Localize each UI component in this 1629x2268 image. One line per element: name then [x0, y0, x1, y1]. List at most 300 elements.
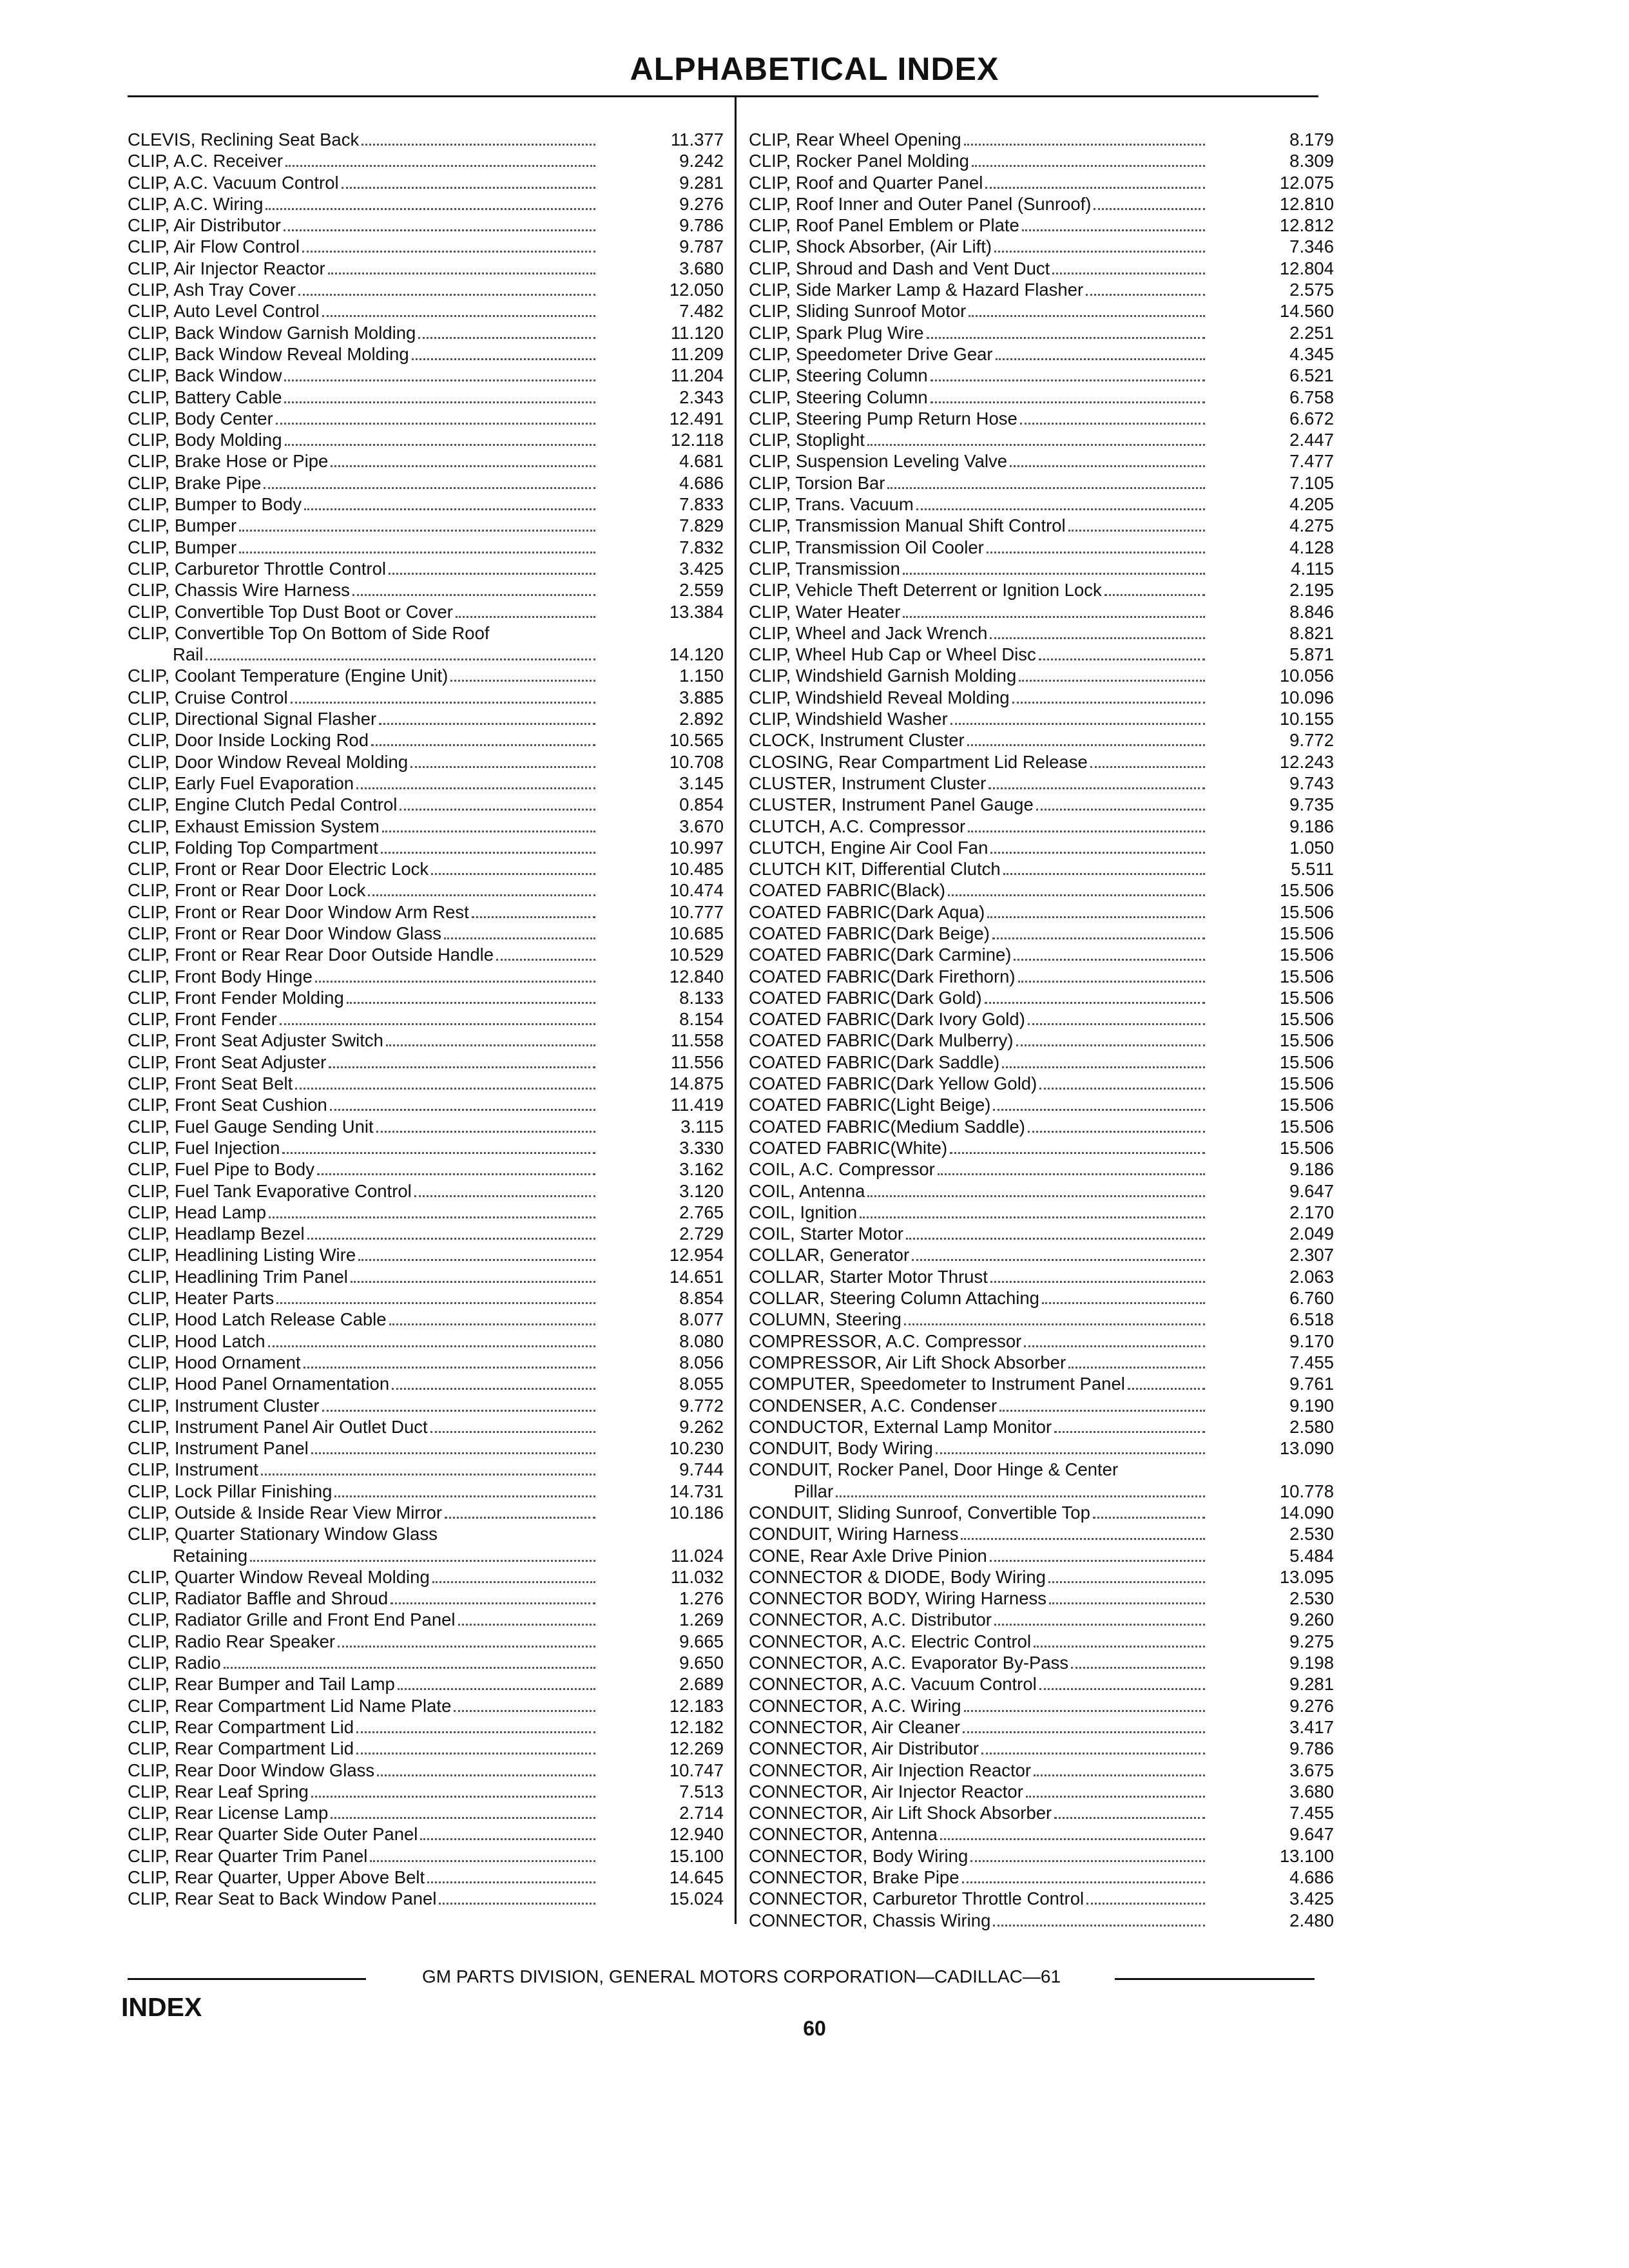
index-entry	[749, 1459, 1334, 1480]
index-entry-label	[749, 1823, 1208, 1845]
index-entry-reference: 12.804	[1279, 258, 1334, 278]
section-label: INDEX	[121, 1992, 202, 2022]
index-entry	[749, 515, 1334, 536]
index-entry-text: CONDUIT, Body Wiring	[749, 1438, 933, 1459]
dot-leader	[377, 1774, 595, 1776]
index-entry-label	[749, 1437, 1208, 1459]
index-entry-reference: 11.419	[670, 1095, 724, 1115]
index-entry-reference: 4.686	[679, 472, 724, 493]
index-entry-text: CLIP, Ash Tray Cover	[128, 280, 296, 300]
index-entry-reference: 9.786	[1289, 1738, 1334, 1759]
index-entry	[128, 1244, 724, 1265]
index-entry-reference: 10.155	[1279, 709, 1334, 729]
index-entry	[749, 1416, 1334, 1437]
index-entry-reference: 3.675	[1289, 1760, 1334, 1780]
index-entry-reference: 7.455	[1289, 1803, 1334, 1823]
index-entry-text: COIL, Ignition	[749, 1202, 858, 1222]
index-entry-text: COLLAR, Starter Motor Thrust	[749, 1266, 988, 1287]
dot-leader	[936, 1452, 1205, 1454]
index-entry-reference: 9.772	[1289, 730, 1334, 751]
index-entry-text: CLIP, Body Molding	[128, 430, 282, 450]
index-entry	[749, 879, 1334, 901]
index-entry-text: CLIP, Hood Latch	[128, 1331, 265, 1351]
index-entry	[128, 365, 724, 386]
dot-leader	[295, 1088, 595, 1090]
index-entry-text: CONNECTOR, Body Wiring	[749, 1845, 969, 1866]
index-entry	[128, 472, 724, 494]
index-entry-text: CLIP, Convertible Top Dust Boot or Cover	[128, 601, 453, 622]
index-entry	[749, 1244, 1334, 1265]
index-entry	[749, 1502, 1334, 1523]
index-entry-label	[749, 429, 1208, 450]
dot-leader	[950, 1152, 1205, 1154]
dot-leader	[420, 1838, 595, 1840]
index-entry-text: CLIP, Carburetor Throttle Control	[128, 558, 386, 579]
index-entry-reference: 11.377	[670, 130, 724, 149]
index-entry-text: CLIP, Steering Column	[749, 365, 928, 386]
index-entry	[749, 622, 1334, 644]
index-entry-label	[749, 1673, 1208, 1695]
dot-leader	[969, 315, 1205, 317]
index-entry-label	[128, 1609, 598, 1630]
index-entry-reference: 3.680	[1289, 1781, 1334, 1802]
dot-leader	[912, 1259, 1205, 1261]
index-entry	[128, 837, 724, 858]
index-entry	[749, 944, 1334, 965]
dot-leader	[389, 1323, 595, 1325]
index-entry-reference: 4.686	[1289, 1867, 1334, 1888]
dot-leader	[903, 573, 1205, 575]
index-entry-text: CLUTCH KIT, Differential Clutch	[749, 859, 1001, 879]
index-entry-label	[749, 387, 1208, 408]
index-entry-text: COATED FABRIC(Dark Mulberry)	[749, 1030, 1014, 1051]
index-entry-text: CLIP, Transmission Manual Shift Control	[749, 515, 1066, 536]
index-entry-label	[128, 1416, 598, 1437]
index-entry-label	[749, 923, 1208, 944]
index-entry-text: CLIP, Bumper to Body	[128, 494, 302, 515]
index-entry-reference: 14.090	[1279, 1503, 1334, 1523]
index-entry-text: CLIP, Convertible Top On Bottom of Side Roof	[128, 622, 490, 643]
dot-leader	[987, 916, 1205, 918]
index-entry-text: CLIP, Quarter Stationary Window Glass	[128, 1524, 438, 1544]
index-entry	[749, 1158, 1334, 1180]
dot-leader	[444, 937, 595, 939]
dot-leader	[999, 1410, 1205, 1412]
index-entry-reference: 9.647	[1289, 1180, 1334, 1201]
index-entry-label	[128, 1266, 598, 1287]
index-entry-text: CLIP, Fuel Gauge Sending Unit	[128, 1116, 374, 1137]
index-entry-label	[749, 708, 1208, 729]
index-entry-label	[128, 494, 598, 515]
dot-leader	[1049, 1602, 1205, 1604]
index-entry-reference: 1.269	[679, 1610, 724, 1630]
index-entry-reference: 2.343	[679, 387, 724, 407]
index-entry-text: CONNECTOR, A.C. Evaporator By-Pass	[749, 1653, 1069, 1673]
column-divider	[735, 97, 737, 1924]
index-entry-label	[749, 773, 1208, 794]
index-entry-text: CLIP, Shroud and Dash and Vent Duct	[749, 258, 1050, 278]
index-entry-label	[749, 622, 1208, 644]
index-entry-reference: 9.281	[1289, 1674, 1334, 1695]
index-entry	[128, 193, 724, 215]
index-entry	[128, 644, 724, 665]
index-entry	[749, 300, 1334, 322]
index-entry-reference: 2.049	[1289, 1224, 1334, 1244]
index-entry-label	[749, 1223, 1208, 1244]
index-entry-reference: 15.506	[1279, 1095, 1334, 1115]
dot-leader	[1128, 1388, 1205, 1390]
dot-leader	[370, 1860, 595, 1862]
index-entry	[128, 1008, 724, 1030]
footer-rule-left	[128, 1978, 366, 1980]
index-entry	[749, 773, 1334, 794]
index-entry-text: CLIP, Chassis Wire Harness	[128, 580, 350, 601]
index-entry-reference: 15.506	[1279, 1052, 1334, 1072]
dot-leader	[392, 1388, 595, 1390]
index-entry	[749, 450, 1334, 472]
index-entry-label	[128, 279, 598, 300]
index-entry-label	[128, 837, 598, 858]
index-entry	[749, 429, 1334, 450]
index-entry-label	[128, 1395, 598, 1416]
index-entry-reference: 3.670	[679, 816, 724, 836]
dot-leader	[1048, 1581, 1205, 1583]
index-entry	[749, 1738, 1334, 1759]
index-entry	[749, 1673, 1334, 1695]
index-entry-label	[128, 601, 598, 622]
dot-leader	[338, 1646, 595, 1648]
index-entry-reference: 12.812	[1279, 215, 1334, 236]
index-entry-label	[128, 1287, 598, 1309]
index-entry	[128, 1802, 724, 1823]
index-entry-text: CLIP, Back Window Reveal Molding	[128, 343, 409, 364]
index-entry-text: CLIP, Speedometer Drive Gear	[749, 343, 993, 364]
index-entry-reference: 2.063	[1289, 1266, 1334, 1287]
index-entry-reference: 15.100	[669, 1845, 724, 1866]
index-entry-label	[128, 708, 598, 729]
index-entry-text: CLUSTER, Instrument Cluster	[749, 773, 987, 793]
dot-leader	[1034, 1774, 1205, 1776]
index-entry-label	[128, 1888, 598, 1909]
index-entry	[128, 1760, 724, 1781]
index-entry-label	[749, 879, 1208, 901]
index-entry-text: CLIP, Lock Pillar Finishing	[128, 1481, 333, 1501]
dot-leader	[458, 1624, 595, 1626]
dot-leader	[1039, 658, 1205, 660]
index-entry	[128, 1030, 724, 1051]
index-entry-text: CLIP, Radiator Grille and Front End Panel	[128, 1610, 456, 1630]
dot-leader	[990, 1281, 1205, 1283]
index-entry-reference: 15.506	[1279, 1073, 1334, 1094]
dot-leader	[1022, 229, 1205, 231]
index-entry-text: CLIP, Battery Cable	[128, 387, 282, 407]
index-entry-reference: 9.276	[1289, 1695, 1334, 1716]
index-entry-reference: 2.559	[679, 580, 724, 601]
index-entry-reference: 11.024	[670, 1545, 724, 1566]
dot-leader	[330, 1109, 595, 1111]
index-entry-reference: 7.455	[1289, 1352, 1334, 1372]
index-entry	[749, 387, 1334, 408]
index-entry-label	[749, 1158, 1208, 1180]
index-entry-reference: 15.506	[1279, 987, 1334, 1008]
dot-leader	[331, 1817, 595, 1819]
index-entry-reference: 8.154	[679, 1009, 724, 1030]
dot-leader	[1094, 208, 1205, 210]
dot-leader	[284, 380, 595, 381]
dot-leader	[992, 937, 1205, 939]
index-entry-label	[749, 322, 1208, 343]
index-entry-label	[749, 1845, 1208, 1867]
index-entry	[128, 150, 724, 171]
index-entry-label	[749, 1695, 1208, 1716]
index-entry-label	[128, 193, 598, 215]
index-entry-label	[749, 1652, 1208, 1673]
index-entry-label	[749, 172, 1208, 193]
index-entry-label	[128, 1073, 598, 1094]
index-entry-label	[128, 622, 598, 644]
index-entry-text: CLUTCH, Engine Air Cool Fan	[749, 837, 988, 858]
index-entry-label	[128, 966, 598, 987]
index-entry-text: COATED FABRIC(Black)	[749, 880, 946, 901]
dot-leader	[311, 1452, 595, 1454]
index-entry-text: CLIP, A.C. Wiring	[128, 193, 264, 214]
dot-leader	[963, 1731, 1205, 1733]
index-entry-label	[749, 515, 1208, 536]
index-entry-label	[128, 343, 598, 365]
index-entry-text: COATED FABRIC(Dark Beige)	[749, 923, 990, 943]
index-entry-reference: 15.506	[1279, 923, 1334, 943]
dot-leader	[903, 616, 1205, 618]
index-entry-text: CLIP, Rocker Panel Molding	[749, 151, 969, 171]
index-entry-text: CLIP, Rear Leaf Spring	[128, 1781, 309, 1802]
dot-leader	[930, 380, 1205, 381]
index-entry-reference: 7.829	[679, 515, 724, 536]
index-entry-text: COIL, Starter Motor	[749, 1224, 903, 1244]
dot-leader	[961, 1538, 1205, 1540]
index-entry-reference: 12.491	[669, 408, 724, 428]
index-entry-label	[128, 1052, 598, 1073]
index-entry	[749, 966, 1334, 987]
index-entry-reference: 11.120	[670, 322, 724, 343]
index-entry-label	[128, 1180, 598, 1202]
index-entry-text: COATED FABRIC(Medium Saddle)	[749, 1116, 1025, 1137]
index-entry-text: CLIP, Windshield Garnish Molding	[749, 666, 1017, 686]
index-entry-reference: 9.262	[679, 1416, 724, 1437]
index-entry-text: CLIP, Cruise Control	[128, 687, 288, 707]
index-entry-label	[128, 537, 598, 558]
index-entry-text: COLLAR, Steering Column Attaching	[749, 1288, 1039, 1309]
index-entry-reference: 9.744	[679, 1459, 724, 1480]
index-entry-label	[749, 579, 1208, 601]
index-entry-text: COATED FABRIC(Dark Firethorn)	[749, 966, 1016, 986]
index-entry-text: CLIP, Body Center	[128, 408, 273, 428]
index-entry	[128, 258, 724, 279]
dot-leader	[329, 1066, 595, 1068]
dot-leader	[379, 723, 595, 725]
index-entry-reference: 8.309	[1289, 151, 1334, 171]
dot-leader	[298, 294, 595, 296]
index-entry-text: CLIP, Front or Rear Door Window Glass	[128, 923, 442, 943]
index-entry-label	[749, 1566, 1208, 1588]
dot-leader	[261, 1474, 595, 1475]
index-entry-text: CLUSTER, Instrument Panel Gauge	[749, 794, 1034, 815]
index-entry-reference: 6.760	[1289, 1288, 1334, 1309]
index-entry-text: CLOCK, Instrument Cluster	[749, 730, 965, 751]
index-entry-text: CLIP, Instrument Panel Air Outlet Duct	[128, 1416, 428, 1437]
dot-leader	[1012, 702, 1205, 704]
dot-leader	[1068, 1367, 1205, 1369]
index-entry-text: CONNECTOR, Antenna	[749, 1824, 938, 1845]
index-entry-reference: 3.162	[679, 1159, 724, 1180]
index-entry	[128, 1823, 724, 1845]
index-entry	[128, 1094, 724, 1115]
index-entry	[128, 1373, 724, 1394]
index-entry-text: CONDUIT, Wiring Harness	[749, 1524, 959, 1544]
dot-leader	[456, 616, 595, 618]
index-entry-text: CLIP, Exhaust Emission System	[128, 816, 380, 836]
index-entry-text: COATED FABRIC(Dark Yellow Gold)	[749, 1073, 1037, 1094]
index-entry-reference: 10.529	[669, 945, 724, 965]
index-entry-label	[128, 1244, 598, 1265]
index-entry-reference: 9.772	[679, 1395, 724, 1416]
index-entry-text: COLUMN, Steering	[749, 1309, 901, 1330]
index-entry	[128, 879, 724, 901]
index-entry-label	[749, 1802, 1208, 1823]
index-entry-reference: 9.198	[1289, 1653, 1334, 1673]
index-entry-text: CLIP, Fuel Tank Evaporative Control	[128, 1180, 412, 1201]
index-entry-label	[128, 1309, 598, 1330]
index-entry-text: CLIP, Door Window Reveal Molding	[128, 751, 409, 772]
index-entry	[749, 837, 1334, 858]
dot-leader	[990, 637, 1205, 639]
index-entry	[128, 387, 724, 408]
dot-leader	[1068, 530, 1205, 532]
index-entry-label	[749, 1481, 1208, 1502]
index-entry-text: COMPRESSOR, Air Lift Shock Absorber	[749, 1352, 1066, 1372]
index-entry	[128, 1481, 724, 1502]
index-entry-reference: 12.182	[669, 1716, 724, 1737]
index-entry-reference: 12.269	[669, 1738, 724, 1759]
dot-leader	[269, 1216, 595, 1218]
index-entry-text: COMPRESSOR, A.C. Compressor	[749, 1331, 1022, 1351]
index-entry	[128, 816, 724, 837]
index-entry-label	[128, 1545, 598, 1566]
index-entry-reference: 8.056	[679, 1352, 724, 1372]
index-entry-text: COATED FABRIC(Dark Ivory Gold)	[749, 1009, 1025, 1030]
index-entry-text: CLIP, Door Inside Locking Rod	[128, 730, 369, 751]
dot-leader	[454, 1710, 595, 1712]
index-entry-text: CLIP, Radio	[128, 1653, 221, 1673]
index-entry-label	[128, 322, 598, 343]
index-entry	[749, 1545, 1334, 1566]
index-entry	[128, 343, 724, 365]
index-entry-reference: 3.145	[679, 773, 724, 793]
dot-leader	[276, 1302, 595, 1304]
index-entry-label	[749, 858, 1208, 879]
dot-leader	[371, 744, 595, 746]
dot-leader	[962, 1881, 1205, 1883]
index-entry	[749, 1716, 1334, 1738]
index-entry-reference: 2.580	[1289, 1416, 1334, 1437]
index-entry-label	[749, 1716, 1208, 1738]
index-entry	[128, 601, 724, 622]
index-entry	[128, 622, 724, 644]
index-entry-label	[749, 794, 1208, 815]
dot-leader	[1093, 1517, 1205, 1519]
index-entry-label	[749, 258, 1208, 279]
index-entry	[128, 1609, 724, 1630]
index-entry	[749, 1652, 1334, 1673]
index-entry	[128, 429, 724, 450]
index-entry-label	[749, 408, 1208, 429]
index-entry-reference: 10.474	[669, 880, 724, 901]
index-entry	[749, 1180, 1334, 1202]
index-entry	[749, 1910, 1334, 1931]
index-entry-text: CLIP, Heater Parts	[128, 1288, 275, 1309]
index-entry	[749, 1223, 1334, 1244]
index-entry-label	[749, 1309, 1208, 1330]
index-entry-text: CLIP, Early Fuel Evaporation	[128, 773, 354, 793]
index-entry-label	[128, 429, 598, 450]
index-entry-reference: 14.731	[669, 1481, 724, 1501]
index-entry	[749, 236, 1334, 257]
index-entry-text: COATED FABRIC(Dark Saddle)	[749, 1052, 1000, 1072]
index-entry-label	[749, 1867, 1208, 1888]
index-entry	[749, 1052, 1334, 1073]
index-entry-label	[749, 1502, 1208, 1523]
index-entry-reference: 9.761	[1289, 1374, 1334, 1394]
index-entry-reference: 15.506	[1279, 901, 1334, 922]
index-entry-reference: 5.511	[1291, 859, 1334, 879]
index-entry-reference: 4.275	[1289, 515, 1334, 536]
index-entry	[128, 537, 724, 558]
index-entry	[128, 279, 724, 300]
index-entry	[749, 1845, 1334, 1867]
dot-leader	[1039, 1688, 1205, 1690]
dot-leader	[967, 744, 1205, 746]
index-entry-label	[749, 644, 1208, 665]
index-entry-label	[128, 365, 598, 386]
dot-leader	[964, 1710, 1205, 1712]
index-entry-text: CONNECTOR, Air Injection Reactor	[749, 1760, 1032, 1780]
index-entry	[128, 687, 724, 708]
dot-leader	[981, 1753, 1205, 1754]
dot-leader	[985, 1002, 1205, 1004]
index-entry	[128, 129, 724, 150]
index-entry-label	[749, 1287, 1208, 1309]
index-entry	[749, 1094, 1334, 1115]
dot-leader	[390, 1602, 595, 1604]
index-entry-text: CLIP, Brake Pipe	[128, 472, 262, 493]
index-entry	[749, 1760, 1334, 1781]
index-entry	[749, 1202, 1334, 1223]
dot-leader	[282, 1152, 595, 1154]
dot-leader	[317, 1173, 595, 1175]
index-entry-text: CONNECTOR, Air Cleaner	[749, 1716, 961, 1737]
index-entry-text: CONNECTOR, Brake Pipe	[749, 1867, 959, 1888]
index-entry-label	[749, 1030, 1208, 1051]
dot-leader	[356, 787, 595, 789]
index-entry-text: CLIP, Directional Signal Flasher	[128, 709, 377, 729]
index-entry-label	[749, 215, 1208, 236]
index-entry-label	[749, 1116, 1208, 1137]
index-entry-label	[749, 816, 1208, 837]
index-entry-text: CONNECTOR & DIODE, Body Wiring	[749, 1566, 1046, 1587]
index-entry	[128, 1652, 724, 1673]
index-entry	[128, 1867, 724, 1888]
index-entry-text: CLIP, Headlining Trim Panel	[128, 1266, 348, 1287]
dot-leader	[994, 251, 1205, 253]
